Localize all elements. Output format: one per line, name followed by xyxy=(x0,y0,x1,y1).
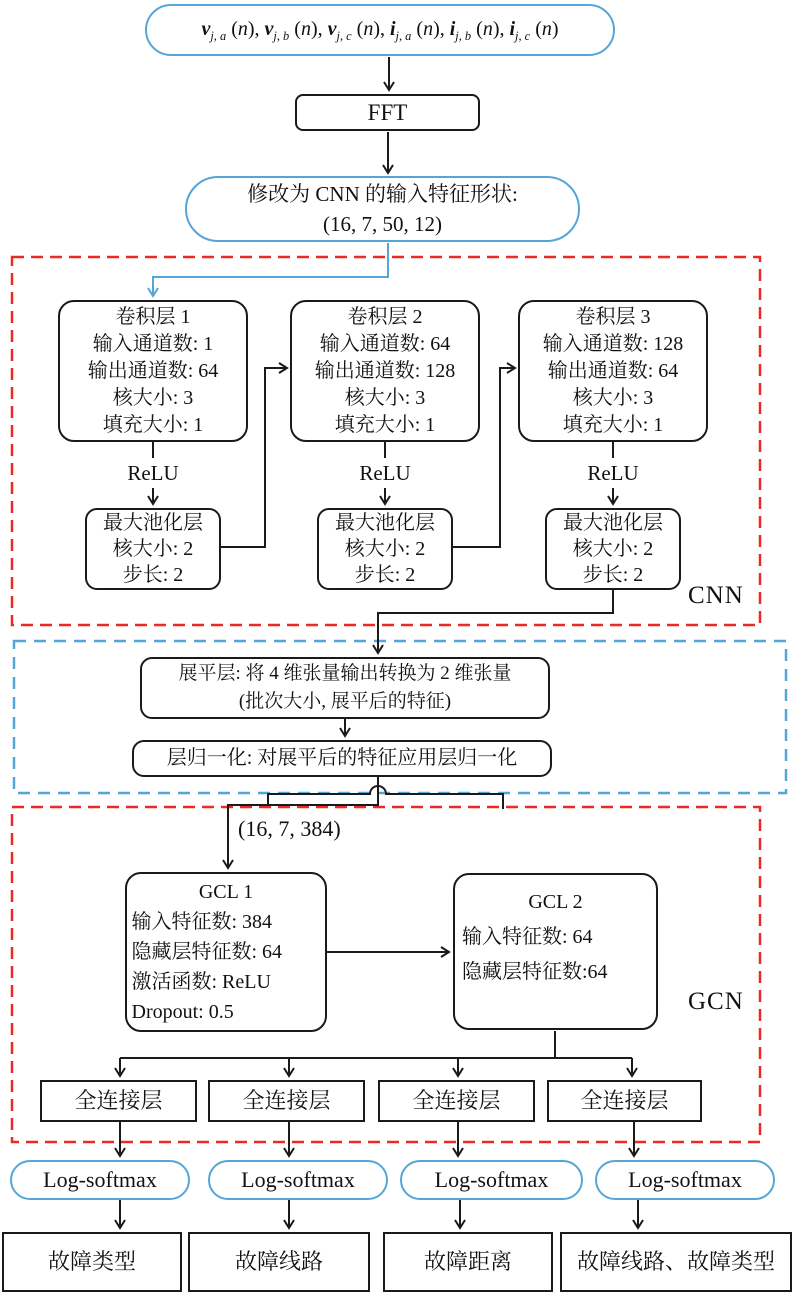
log-softmax-3-box: Log-softmax xyxy=(400,1160,583,1200)
relu-label-3: ReLU xyxy=(578,458,648,488)
max-pool-2-box: 最大池化层 核大小: 2 步长: 2 xyxy=(317,508,453,590)
fc-layer-3-box: 全连接层 xyxy=(378,1080,535,1122)
flatten-box: 展平层: 将 4 维张量输出转换为 2 维张量 (批次大小, 展平后的特征) xyxy=(140,657,550,719)
gcl-1-box xyxy=(125,872,327,1032)
log-softmax-2-box: Log-softmax xyxy=(208,1160,388,1200)
reshape-box: 修改为 CNN 的输入特征形状: (16, 7, 50, 12) xyxy=(185,176,580,242)
fc-layer-1-box: 全连接层 xyxy=(40,1080,197,1122)
output-fault-distance-box: 故障距离 xyxy=(383,1232,553,1292)
input-signal-formula: $v_{j, a}$ (n), $v_{j, b}$ (n), $v_{j, c}$ (n), $i_{j, a}$ (n), $i_{j, b}$ (n), $i_{j, c}$ (n) xyxy=(201,17,559,43)
max-pool-1-box: 最大池化层 核大小: 2 步长: 2 xyxy=(85,508,221,590)
conv-layer-1-box: 卷积层 1 输入通道数: 1 输出通道数: 64 核大小: 3 填充大小: 1 xyxy=(58,300,248,442)
fc-layer-4-box: 全连接层 xyxy=(547,1080,702,1122)
conv-layer-2-box: 卷积层 2 输入通道数: 64 输出通道数: 128 核大小: 3 填充大小: 1 xyxy=(290,300,480,442)
relu-label-1: ReLU xyxy=(118,458,188,488)
output-fault-line-box: 故障线路 xyxy=(188,1232,370,1292)
output-fault-type-box: 故障类型 xyxy=(2,1232,182,1292)
gcl-1-title: GCL 1 xyxy=(198,881,254,903)
relu-label-2: ReLU xyxy=(350,458,420,488)
input-signal-box xyxy=(145,4,615,56)
gcn-region-label: GCN xyxy=(688,988,744,1015)
cnn-region-label: CNN xyxy=(688,582,744,609)
gcl-2-params: 输入特征数: 64 隐藏层特征数:64 xyxy=(462,926,608,983)
max-pool-3-box: 最大池化层 核大小: 2 步长: 2 xyxy=(545,508,681,590)
layernorm-box xyxy=(132,740,552,777)
fc-layer-2-box: 全连接层 xyxy=(208,1080,365,1122)
output-fault-line-type-box: 故障线路、故障类型 xyxy=(560,1232,792,1292)
conv-layer-3-box: 卷积层 3 输入通道数: 128 输出通道数: 64 核大小: 3 填充大小: 1 xyxy=(518,300,708,442)
fft-label: FFT xyxy=(367,99,408,125)
layernorm-label: 层归一化: 对展平后的特征应用层归一化 xyxy=(166,747,518,769)
gcl-2-title: GCL 2 xyxy=(528,891,583,913)
gcn-input-shape-label: (16, 7, 384) xyxy=(238,816,341,841)
fft-box xyxy=(295,94,480,131)
gcl-2-box xyxy=(453,873,658,1030)
gcl-1-params: 输入特征数: 384 隐藏层特征数: 64 激活函数: ReLU Dropout: 0.5 xyxy=(131,911,283,1023)
log-softmax-1-box: Log-softmax xyxy=(10,1160,190,1200)
log-softmax-4-box: Log-softmax xyxy=(595,1160,775,1200)
